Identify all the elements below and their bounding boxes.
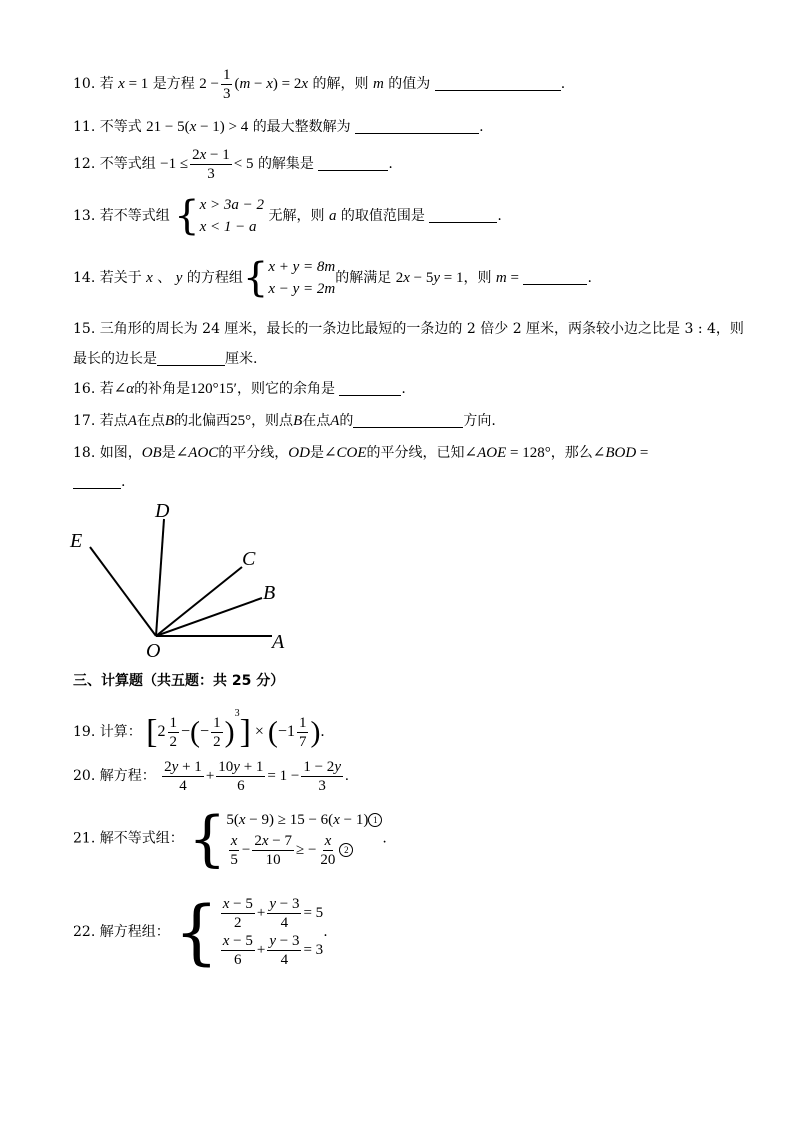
question-18-line2: . — [73, 474, 125, 490]
question-15-line2: 最长的边长是 厘米. — [73, 351, 258, 367]
ray-OD — [156, 519, 164, 636]
answer-blank[interactable] — [157, 351, 225, 366]
equation-q10: 2 − $\frac{1}{3}$ (m − x) = 2x — [199, 67, 309, 102]
answer-blank[interactable] — [318, 156, 388, 171]
system-q13: x > 3a − 2 x < 1 − a — [199, 197, 265, 235]
equation-q20: $\frac{2y + 1}{4}$ + $\frac{10y + 1}{6}$ = 1 − $\frac{1 - 2y}{3}$ . — [164, 759, 349, 794]
question-18: 18. 如图，OB是∠AOC的平分线，OD是∠COE的平分线，已知∠AOE = 128°，那么∠BOD = — [73, 445, 649, 461]
answer-blank[interactable] — [353, 413, 463, 428]
answer-blank[interactable] — [429, 208, 497, 223]
label-B: B — [263, 582, 276, 604]
question-14: 14. 若关于 x 、 y 的方程组{ x + y = 8m x − y = 2m 的解满足 2x − 5y = 1，则 m = . — [73, 255, 592, 301]
answer-blank[interactable] — [435, 76, 561, 91]
label-A: A — [272, 631, 285, 653]
question-11: 11. 不等式 21 − 5(x − 1) > 4 的最大整数解为 . — [73, 119, 484, 135]
label-C: C — [242, 548, 256, 570]
answer-blank[interactable] — [73, 474, 121, 489]
question-15: 15. 三角形的周长为 24 厘米，最长的一条边比最短的一条边的 2 倍少 2 厘米，两条较小边之比是 3 : 4，则 — [73, 321, 744, 337]
question-20: 20. 解方程： $\frac{2y + 1}{4}$ + $\frac{10y + 1}{6}$ = 1 − $\frac{1 - 2y}{3}$ . — [73, 759, 349, 794]
system-q21: 5(x − 9) ≥ 15 − 6(x − 1) 1 $\frac{x}{5}$ − $\frac{2x - 7}{10}$ ≥ − $\frac{x}{20}$ 2 — [226, 808, 382, 869]
answer-blank[interactable] — [339, 381, 401, 396]
ray-OC — [156, 567, 242, 636]
question-13: 13. 若不等式组 { x > 3a − 2 x < 1 − a 无解，则 a 的取值范围是 . — [73, 193, 502, 239]
ray-OB — [156, 598, 262, 636]
question-17: 17. 若点A在点B的北偏西25°，则点B在点A的 方向. — [73, 413, 496, 429]
system-q14: x + y = 8m x − y = 2m — [268, 259, 336, 297]
question-16: 16. 若∠α的补角是120°15′，则它的余角是 . — [73, 381, 406, 397]
system-q22: $\frac{x - 5}{2}$ + $\frac{y - 3}{4}$ = 5 $\frac{x - 5}{6}$ + $\frac{y - 3}{4}$ = 3 — [222, 896, 324, 968]
label-D: D — [155, 500, 170, 522]
expression-q19: [2 $\frac{1}{2}$ −(− $\frac{1}{2}$ )$^3$] × (−1 $\frac{1}{7}$ ). — [146, 708, 325, 751]
section-title: 三、计算题（共五题：共 25 分） — [73, 673, 285, 689]
answer-blank[interactable] — [355, 119, 479, 134]
inequality-q11: 21 − 5(x − 1) > 4 — [146, 119, 249, 135]
question-21: 21. 解不等式组： { 5(x − 9) ≥ 15 − 6(x − 1) 1 $\frac{x}{5}$ − $\frac{2x - 7}{10}$ ≥ − $\frac{x}{20}$ 2 . — [73, 803, 387, 874]
math-x-eq-1: x = 1 — [118, 75, 149, 92]
ray-OE — [90, 547, 156, 636]
answer-blank[interactable] — [523, 270, 587, 285]
inequality-q12: −1 ≤ $\frac{2x - 1}{3}$ < 5 — [160, 147, 254, 182]
question-22: 22. 解方程组： { $\frac{x - 5}{2}$ + $\frac{y - 3}{4}$ = 5 $\frac{x - 5}{6}$ + $\frac{y - 3}{4}$ = 3 . — [73, 891, 328, 973]
question-12: 12. 不等式组 −1 ≤ $\frac{2x - 1}{3}$ < 5 的解集是 . — [73, 147, 393, 182]
question-10: 10. 若 x = 1 是方程 2 − $\frac{1}{3}$ (m − x) = 2x 的解，则 m 的值为 . — [73, 67, 566, 102]
angle-figure — [60, 495, 300, 665]
question-19: 19. 计算： [2 $\frac{1}{2}$ −(− $\frac{1}{2}$ )$^3$] × (−1 $\frac{1}{7}$ ). — [73, 708, 325, 751]
label-E: E — [70, 530, 83, 552]
label-O: O — [146, 640, 161, 662]
